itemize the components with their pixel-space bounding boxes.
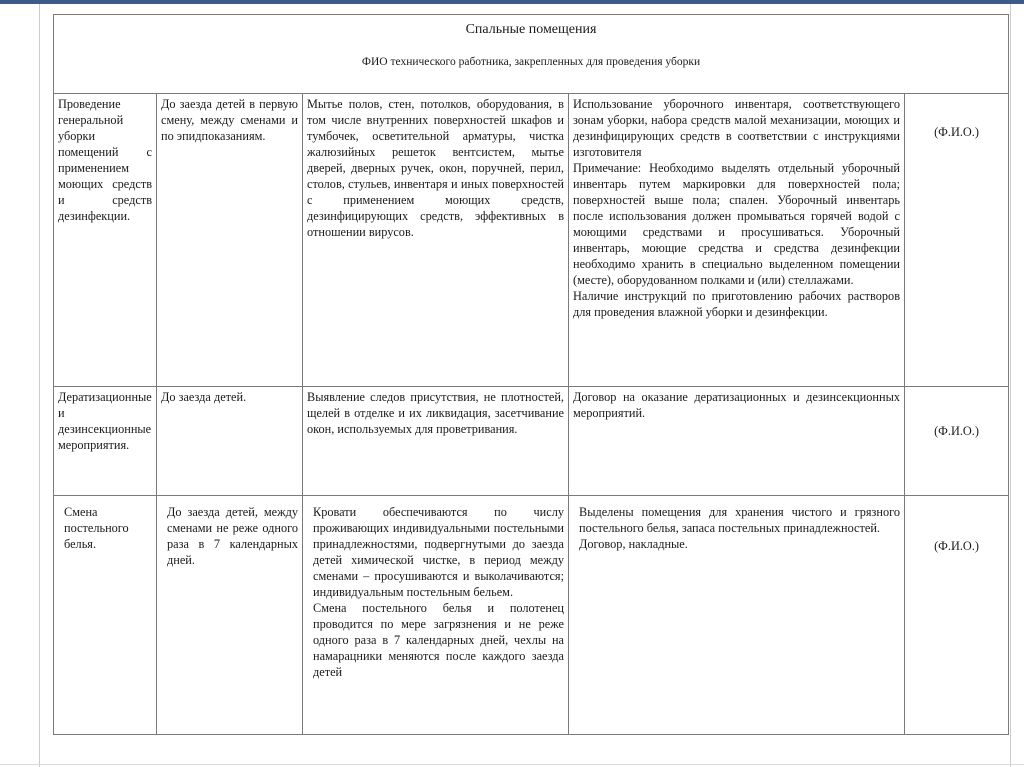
requirements-text-2: Смена постельного белья и полотенец проводится по мере загрязнения и не реже одного раза в 7 календарных дней, чехлы на намарацники меняются после каждого заезда детей	[313, 601, 564, 679]
requirements-text: Кровати обеспечиваются по числу проживающих индивидуальными постельными принадлежностями, подвергнутыми до заезда детей химической чистке, в период между сменами – просушиваются и выколачиваются; индивидуальным постельным бельем.	[313, 505, 564, 599]
activity-cell	[54, 496, 157, 735]
activity-cell	[54, 94, 157, 387]
requirements-text: Выявление следов присутствия, не плотностей, щелей в отделке и их ликвидация, засетчивание окон, используемых для проветривания.	[307, 390, 564, 436]
documents-text: Использование уборочного инвентаря, соответствующего зонам уборки, набора средств малой механизации, моющих и дезинфицирующих средств в соответствии с инструкциями изготовителя	[573, 97, 900, 159]
slide-top-bar	[0, 0, 1024, 4]
section-subtitle: ФИО технического работника, закрепленных для проведения уборки	[361, 56, 701, 68]
documents-cell	[569, 387, 905, 496]
page-left-border	[39, 4, 40, 767]
activity-cell	[54, 387, 157, 496]
section-title: Спальные помещения	[465, 22, 597, 37]
timing-text: До заезда детей в первую смену, между сменами и по эпидпоказаниям.	[161, 97, 298, 143]
table-header-cell	[54, 15, 1009, 94]
fio-cell	[905, 496, 1009, 735]
requirements-cell	[303, 496, 569, 735]
page-bottom-border	[0, 764, 1024, 765]
documents-instructions: Наличие инструкций по приготовлению рабочих растворов для проведения влажной уборки и дезинфекции.	[573, 289, 900, 319]
requirements-text: Мытье полов, стен, потолков, оборудования, в том числе внутренних поверхностей шкафов и тумбочек, осветительной арматуры, чистка жалюзийных решеток вентсистем, мытье дверей, дверных ручек, окон, поручней, перил, столов, стульев, инвентаря и иных поверхностей с применением моющих средств, дезинфицирующих средств, эффективных в отношении вирусов.	[307, 97, 564, 239]
fio-placeholder: (Ф.И.О.)	[934, 125, 979, 139]
requirements-cell	[303, 94, 569, 387]
documents-text: Договор на оказание дератизационных и дезинсекционных мероприятий.	[573, 390, 900, 420]
timing-text: До заезда детей, между сменами не реже одного раза в 7 календарных дней.	[167, 505, 298, 567]
requirements-cell	[303, 387, 569, 496]
timing-text: До заезда детей.	[161, 390, 247, 404]
activity-text: Дератизационные и дезинсекционные мероприятия.	[58, 390, 152, 452]
documents-note: Примечание: Необходимо выделять отдельный уборочный инвентарь путем маркировки для поверхностей пола; поверхностей выше пола; спален. Уборочный инвентарь после использования должен промываться горячей водой с моющими средствами и просушиваться. Уборочный инвентарь, моющие средства и средства дезинфекции необходимо хранить в специально выделенном помещении (месте), оборудованном полками и (или) стеллажами.	[573, 161, 900, 287]
fio-placeholder: (Ф.И.О.)	[934, 424, 979, 438]
fio-placeholder: (Ф.И.О.)	[934, 539, 979, 553]
activity-text: Смена постельного белья.	[64, 505, 129, 551]
activity-text: Проведение генеральной уборки помещений с применением моющих средств и средств дезинфекции.	[58, 97, 152, 223]
timing-cell	[157, 94, 303, 387]
documents-cell	[569, 94, 905, 387]
documents-contract: Договор, накладные.	[579, 537, 688, 551]
page-right-border	[1010, 4, 1011, 767]
table-row	[54, 94, 1009, 387]
table-row	[54, 496, 1009, 735]
table-header-row	[54, 15, 1009, 94]
timing-cell	[157, 387, 303, 496]
cleaning-schedule-table	[53, 14, 1009, 735]
timing-cell	[157, 496, 303, 735]
fio-cell	[905, 387, 1009, 496]
documents-cell	[569, 496, 905, 735]
documents-text: Выделены помещения для хранения чистого и грязного постельного белья, запаса постельных принадлежностей.	[579, 505, 900, 535]
table-row	[54, 387, 1009, 496]
fio-cell	[905, 94, 1009, 387]
